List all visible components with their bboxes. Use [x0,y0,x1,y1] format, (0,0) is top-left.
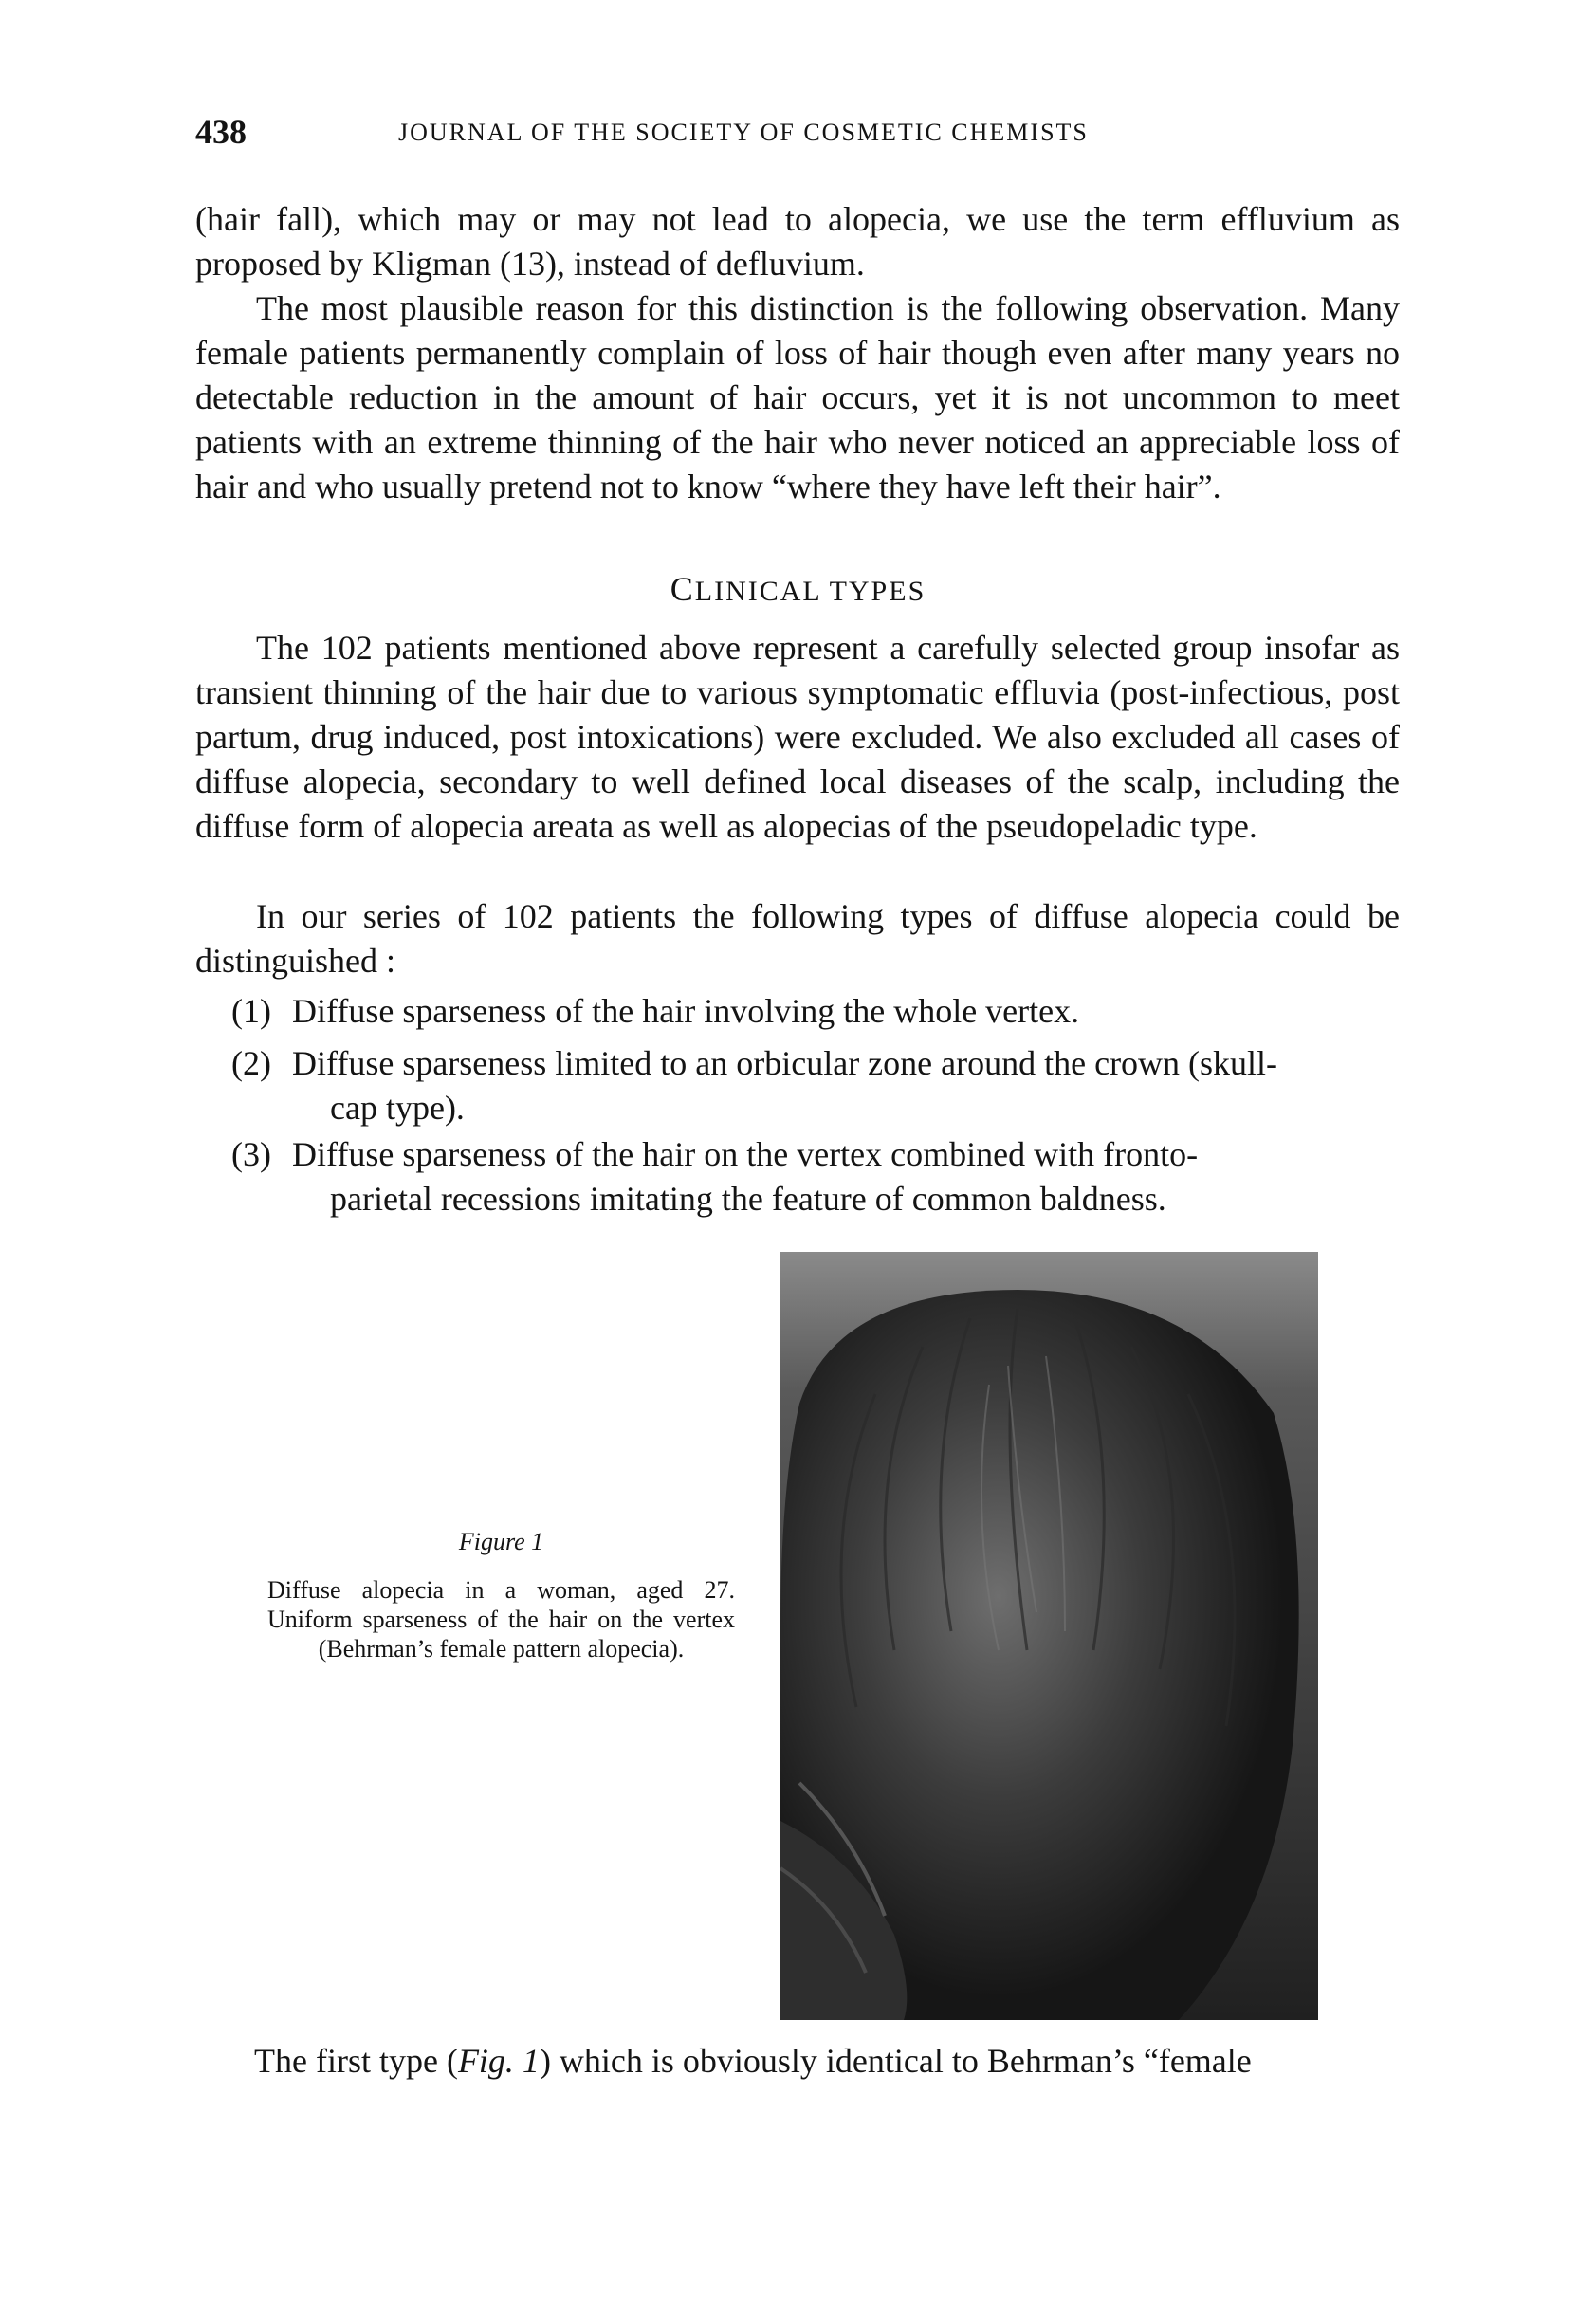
paragraph-distinction: The most plausible reason for this distinction is the following observation. Many female patients permanently complain of loss of hair though even after many years no detectable reduction in the amount of hair occurs, yet it is not uncommon to meet patients with an extreme thinning of the hair who never noticed an appreciable loss of hair and who usually pretend not to know “where they have left their hair”. [195,289,1400,505]
figure-label: Figure 1 [458,1528,544,1555]
text-fragment: ) which is obviously identical to Behrman’s “female [539,2042,1252,2080]
list-text [292,1132,1400,1222]
list-line-continuation: parietal recessions imitating the feature of common baldness. [330,1180,1166,1218]
section-heading-rest: LINICAL TYPES [694,576,926,607]
list-number: (3) [231,1135,271,1173]
running-head [195,112,1400,159]
list-number: (2) [231,1044,271,1082]
section-heading-initial: C [670,570,695,608]
figure-photo-scalp [780,1252,1318,2020]
paragraph-selected-group: The 102 patients mentioned above represent a carefully selected group insofar as transient thinning of the hair due to various symptomatic effluvia (post-infectious, post partum, drug induced, post intoxications) were excluded. We also excluded all cases of diffuse alopecia, secondary to well defined local diseases of the scalp, including the diffuse form of alopecia areata as well as alopecias of the pseudopeladic type. [195,629,1400,845]
list-text [292,989,1400,1034]
paragraph-first-type [254,2039,1400,2084]
list-text [292,1041,1400,1130]
list-number: (1) [231,992,271,1030]
list-line: Diffuse sparseness of the hair on the vertex combined with fronto- [292,1135,1199,1173]
list-line-continuation: cap type). [330,1089,465,1127]
section-heading [0,569,1596,609]
figure-caption [267,1527,735,1663]
page-number: 438 [195,113,247,151]
list-line: Diffuse sparseness of the hair involving the whole vertex. [292,992,1080,1030]
journal-title: JOURNAL OF THE SOCIETY OF COSMETIC CHEMISTS [398,119,1089,146]
figure-reference: Fig. 1 [457,2042,540,2080]
paragraph-types-intro: In our series of 102 patients the following types of diffuse alopecia could be distinguished : [195,897,1400,980]
text-fragment: The first type ( [254,2042,458,2080]
list-line: Diffuse sparseness limited to an orbicular zone around the crown (skull- [292,1044,1278,1082]
figure-caption-text: Diffuse alopecia in a woman, aged 27. Uniform sparseness of the hair on the vertex (Behrman’s female pattern alopecia). [267,1576,735,1663]
paragraph-effluvium: (hair fall), which may or may not lead to alopecia, we use the term effluvium as proposed by Kligman (13), instead of defluvium. [195,200,1400,283]
scalp-photo-illustration [780,1252,1318,2020]
